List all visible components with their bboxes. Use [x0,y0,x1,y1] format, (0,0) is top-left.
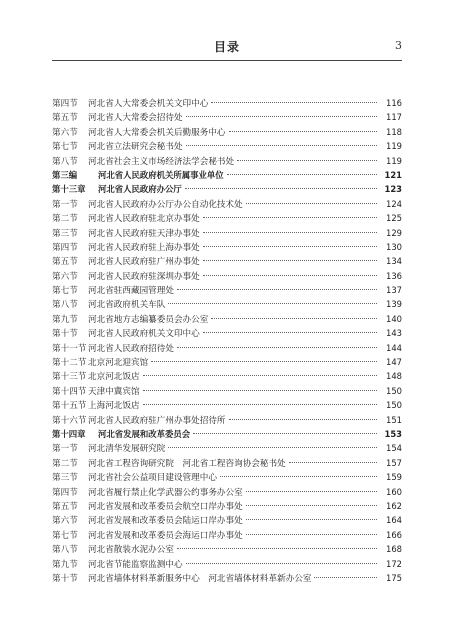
dot-leader [143,375,377,376]
toc-entry [52,283,402,297]
dot-leader [203,232,377,233]
toc-entry [52,485,402,499]
dot-leader [211,318,377,319]
toc-entry-page: 159 [386,472,402,483]
toc-entry-section: 第七节 [52,286,78,297]
toc-entry-page: 123 [384,184,402,195]
toc-entry [52,384,402,398]
toc-entry-title: 北京河北饭店 [88,372,140,383]
toc-entry-section: 第三节 [52,228,78,239]
dot-leader [246,519,377,520]
toc-entry-page: 119 [386,155,402,166]
toc-entry-section: 第一节 [52,199,78,210]
toc-entry-section: 第五节 [52,501,78,512]
toc-entry-page: 147 [386,357,402,368]
toc-entry-section: 第十四节 [52,386,87,397]
toc-entry [52,139,402,153]
toc-entry-title: 河北省工程咨询研究院 河北省工程咨询协会秘书处 [88,458,286,469]
toc-entry [52,297,402,311]
toc-entry [52,542,402,556]
dot-leader [227,174,377,175]
toc-entry-title: 河北省发展和改革委员会 [98,428,191,439]
dot-leader [177,548,377,549]
dot-leader [177,289,377,290]
toc-entry-title: 河北省墙体材料革新服务中心 河北省墙体材料革新办公室 [88,573,312,584]
toc-entry [52,96,402,110]
toc-entry [52,470,402,484]
toc-entry-section: 第三编 [52,169,78,180]
toc-entry-page: 153 [384,428,402,439]
toc-entry-title: 北京河北迎宾馆 [88,358,149,369]
toc-entry-section: 第六节 [52,271,78,282]
toc-entry [52,456,402,470]
toc-entry-page: 175 [386,572,402,583]
toc-entry-title: 河北省政府机关车队 [88,300,166,311]
dot-leader [151,361,377,362]
toc-title: 目录 [213,40,240,54]
toc-entry-section: 第九节 [52,314,78,325]
toc-entry-title: 河北省散装水泥办公室 [88,545,174,556]
dot-leader [246,491,377,492]
toc-entry-page: 129 [386,227,402,238]
dot-leader [237,160,377,161]
toc-entry-title: 河北省人大常委会招待处 [88,113,183,124]
toc-entry-section: 第四节 [52,487,78,498]
toc-entry-title: 河北省人大常委会机关文印中心 [88,99,209,109]
toc-entry-section: 第十一节 [52,343,87,354]
dot-leader [246,534,377,535]
toc-entry-section: 第十二节 [52,358,87,369]
toc-entry-page: 162 [386,500,402,511]
toc-entry-page: 119 [386,141,402,152]
toc-entry [52,211,402,225]
dot-leader [289,462,377,463]
dot-leader [246,203,377,204]
toc-entry-section: 第五节 [52,257,78,268]
toc-entry-title: 河北省立法研究会秘书处 [88,142,183,153]
toc-entry [52,369,402,383]
dot-leader [203,260,377,261]
toc-entry-page: 144 [386,342,402,353]
toc-entry-section: 第六节 [52,516,78,527]
toc-entry-page: 154 [386,443,402,454]
toc-entry-section: 第四节 [52,99,78,109]
dot-leader [203,217,377,218]
toc-entry-title: 河北省发展和改革委员会陆运口岸办事处 [88,516,243,527]
toc-entry-title: 河北省人民政府机关所属事业单位 [98,169,224,180]
dot-leader [203,332,377,333]
toc-entry-section: 第七节 [52,142,78,153]
toc-entry-section: 第七节 [52,530,78,541]
toc-entry [52,355,402,369]
toc-entry [52,427,402,441]
toc-entry-section: 第八节 [52,156,78,167]
toc-entry-section: 第八节 [52,545,78,556]
dot-leader [186,116,377,117]
toc-entry-page: 117 [386,112,402,123]
dot-leader [203,246,377,247]
toc-entry-section: 第十四章 [52,428,86,439]
toc-entry-page: 168 [386,544,402,555]
toc-entry-page: 148 [386,371,402,382]
toc-entry-section: 第一节 [52,444,78,455]
toc-entry [52,269,402,283]
dot-leader [143,390,377,391]
header-rule [52,60,402,61]
toc-entry-section: 第十三节 [52,372,87,383]
toc-entry-title: 河北省人民政府驻广州办事处 [88,257,200,268]
toc-entry-page: 116 [386,98,402,108]
toc-entry-page: 125 [386,213,402,224]
toc-entry-page: 166 [386,529,402,540]
toc-entry-title: 河北省人民政府驻深圳办事处 [88,271,200,282]
toc-entry-page: 160 [386,486,402,497]
toc-entry-section: 第十六节 [52,415,87,426]
dot-leader [220,476,377,477]
toc-entry [52,197,402,211]
toc-entry-section: 第二节 [52,214,78,225]
toc-entry-section: 第二节 [52,458,78,469]
toc-entry-page: 130 [386,241,402,252]
toc-entry-section: 第三节 [52,473,78,484]
toc-entry [52,226,402,240]
toc-entry [52,528,402,542]
toc-entry [52,341,402,355]
toc-entry-page: 136 [386,270,402,281]
page-header [52,38,402,58]
dot-leader [229,419,377,420]
toc-entry-page: 151 [386,414,402,425]
toc-entry-title: 河北省人大常委会机关后勤服务中心 [88,127,226,138]
toc-entry [52,499,402,513]
dot-leader [186,145,377,146]
toc-entry-page: 164 [386,515,402,526]
toc-entry-page: 118 [386,126,402,137]
toc-entry-page: 121 [384,169,402,180]
toc-entry-title: 河北省社会主义市场经济法学会秘书处 [88,156,235,167]
toc-entry [52,326,402,340]
dot-leader [168,447,377,448]
toc-entry-title: 河北省人民政府机关文印中心 [88,329,200,340]
toc-entry [52,513,402,527]
toc-entry [52,571,402,585]
dot-leader [229,131,377,132]
toc-entry-section: 第十节 [52,573,78,584]
toc-entry [52,254,402,268]
toc-entry-section: 第四节 [52,242,78,253]
toc-entry-title: 河北省人民政府招待处 [88,343,174,354]
toc-entry-page: 137 [386,285,402,296]
toc-entry-title: 河北省人民政府驻广州办事处招待所 [88,415,226,426]
toc-entry-page: 150 [386,400,402,411]
toc-entry-page: 134 [386,256,402,267]
toc-entry-section: 第九节 [52,559,78,570]
toc-entry [52,182,402,196]
toc-entry [52,125,402,139]
toc-entry-title: 河北省人民政府办公厅办公自动化技术处 [88,199,243,210]
toc-entry-title: 河北省履行禁止化学武器公约事务办公室 [88,487,243,498]
dot-leader [314,577,377,578]
toc-entry-title: 河北省人民政府驻天津办事处 [88,228,200,239]
toc-entry-title: 河北省发展和改革委员会海运口岸办事处 [88,530,243,541]
toc-entry-title: 河北省人民政府驻上海办事处 [88,242,200,253]
toc-entry-title: 河北省人民政府驻北京办事处 [88,214,200,225]
toc-entry-page: 124 [386,198,402,209]
toc-entry [52,441,402,455]
toc-entry [52,110,402,124]
dot-leader [186,563,377,564]
dot-leader [177,347,377,348]
toc-entry [52,168,402,182]
table-of-contents [52,96,402,585]
dot-leader [168,303,377,304]
toc-entry-title: 河北省发展和改革委员会航空口岸办事处 [88,501,243,512]
toc-entry-title: 河北省节能监察监测中心 [88,559,183,570]
dot-leader [143,404,377,405]
toc-entry [52,154,402,168]
toc-entry-page: 139 [386,299,402,310]
dot-leader [246,505,377,506]
dot-leader [185,188,377,189]
toc-entry-page: 157 [386,457,402,468]
dot-leader [211,102,377,103]
toc-entry-section: 第十五节 [52,401,87,412]
toc-entry-title: 河北省社会公益项目建设管理中心 [88,473,217,484]
toc-entry-section: 第六节 [52,127,78,138]
toc-entry-page: 150 [386,385,402,396]
toc-entry-section: 第五节 [52,113,78,124]
toc-entry-section: 第十三章 [52,184,86,195]
toc-entry-section: 第十节 [52,329,78,340]
toc-entry-section: 第八节 [52,300,78,311]
dot-leader [203,275,377,276]
toc-entry-title: 上海河北饭店 [88,401,140,412]
toc-entry-title: 河北省地方志编纂委员会办公室 [88,314,209,325]
toc-entry [52,557,402,571]
toc-entry-title: 河北省人民政府办公厅 [98,184,182,195]
toc-entry-page: 143 [386,328,402,339]
toc-entry [52,312,402,326]
toc-entry [52,413,402,427]
page-number: 3 [395,39,402,52]
toc-entry [52,240,402,254]
toc-entry-page: 172 [386,558,402,569]
dot-leader [193,433,377,434]
toc-entry [52,398,402,412]
toc-entry-title: 河北清华发展研究院 [88,444,166,455]
toc-entry-page: 140 [386,313,402,324]
toc-entry-title: 河北省驻西藏园管理处 [88,286,174,297]
toc-entry-title: 天津中冀宾馆 [88,386,140,397]
